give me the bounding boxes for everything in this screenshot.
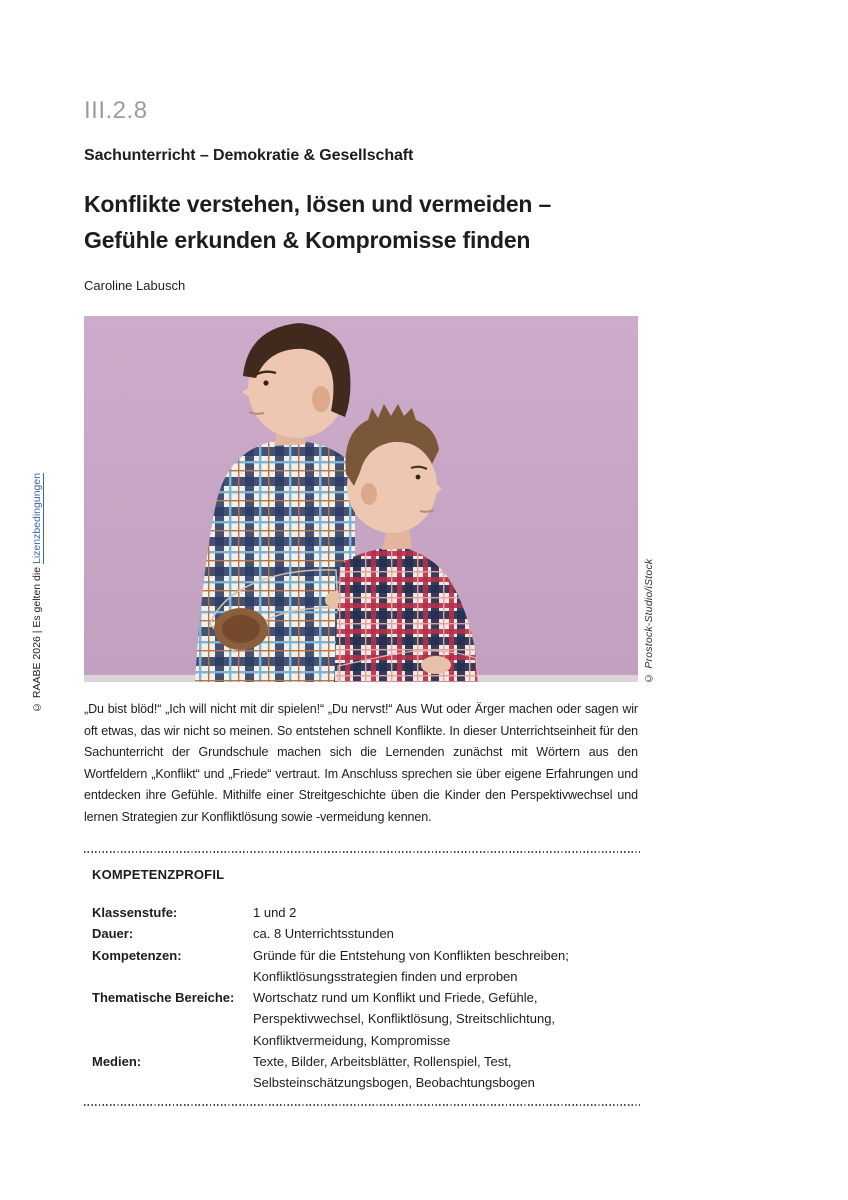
profile-row <box>92 987 640 1051</box>
divider-bottom <box>84 1104 640 1106</box>
profile-row <box>92 902 640 923</box>
page-title-line2: Gefühle erkunden & Kompromisse finden <box>84 227 531 253</box>
page-title <box>84 186 644 258</box>
intro-paragraph: „Du bist blöd!“ „Ich will nicht mit dir spielen!“ „Du nervst!“ Aus Wut oder Ärger machen oder sagen wir oft etwas, das wir nicht so meinen. So entstehen schnell Konflikte. In dieser Unterrichtseinheit für den Sachunterricht der Grundschule machen sich die Lernenden zunächst mit Wörtern aus den Wortfeldern „Konflikt“ und „Friede“ vertraut. Im Anschluss sprechen sie über eigene Erfahrungen und entdecken ihre Gefühle. Mithilfe einer Streitgeschichte üben die Kinder den Perspektivwechsel und lernen Strategien zur Konfliktlösung sowie -vermeidung kennen. <box>84 702 638 824</box>
photo-illustration <box>84 316 638 682</box>
competence-profile-heading: KOMPETENZPROFIL <box>92 867 225 882</box>
competence-profile-table <box>92 902 640 1094</box>
profile-row-label: Klassenstufe: <box>92 905 178 920</box>
profile-row-value: Wortschatz rund um Konflikt und Friede, Gefühle, Perspektivwechsel, Konfliktlösung, Streitschlichtung, Konfliktvermeidung, Kompromisse <box>253 990 556 1048</box>
license-link[interactable]: Lizenzbedingungen <box>31 472 43 565</box>
profile-row-value: ca. 8 Unterrichtsstunden <box>253 926 394 942</box>
profile-row-label: Kompetenzen: <box>92 947 182 963</box>
author-name: Caroline Labusch <box>84 278 186 293</box>
profile-row-label: Medien: <box>92 1054 142 1070</box>
profile-row-value: Texte, Bilder, Arbeitsblätter, Rollenspiel, Test, Selbsteinschätzungsbogen, Beobachtungsbogen <box>253 1054 535 1091</box>
profile-row-value: Gründe für die Entstehung von Konflikten beschreiben; Konfliktlösungsstrategien finden und erproben <box>253 947 569 984</box>
photo-credit: © Prostock-Studio/iStock <box>643 558 655 684</box>
series-heading: Sachunterricht – Demokratie & Gesellschaft <box>84 147 414 164</box>
profile-row <box>92 923 640 944</box>
copyright-note <box>31 460 47 713</box>
copyright-text: © RAABE 2026 | Es gelten die <box>31 564 43 713</box>
divider-top <box>84 851 640 853</box>
profile-row <box>92 1051 640 1094</box>
profile-row-label: Dauer: <box>92 926 134 942</box>
unit-code: III.2.8 <box>84 97 148 124</box>
page-title-line1: Konflikte verstehen, lösen und vermeiden – <box>84 191 552 217</box>
profile-row-label: Thematische Bereiche: <box>92 990 235 1006</box>
photo-two-boys <box>84 316 638 682</box>
profile-row-value: 1 und 2 <box>253 905 297 920</box>
profile-row <box>92 945 640 988</box>
